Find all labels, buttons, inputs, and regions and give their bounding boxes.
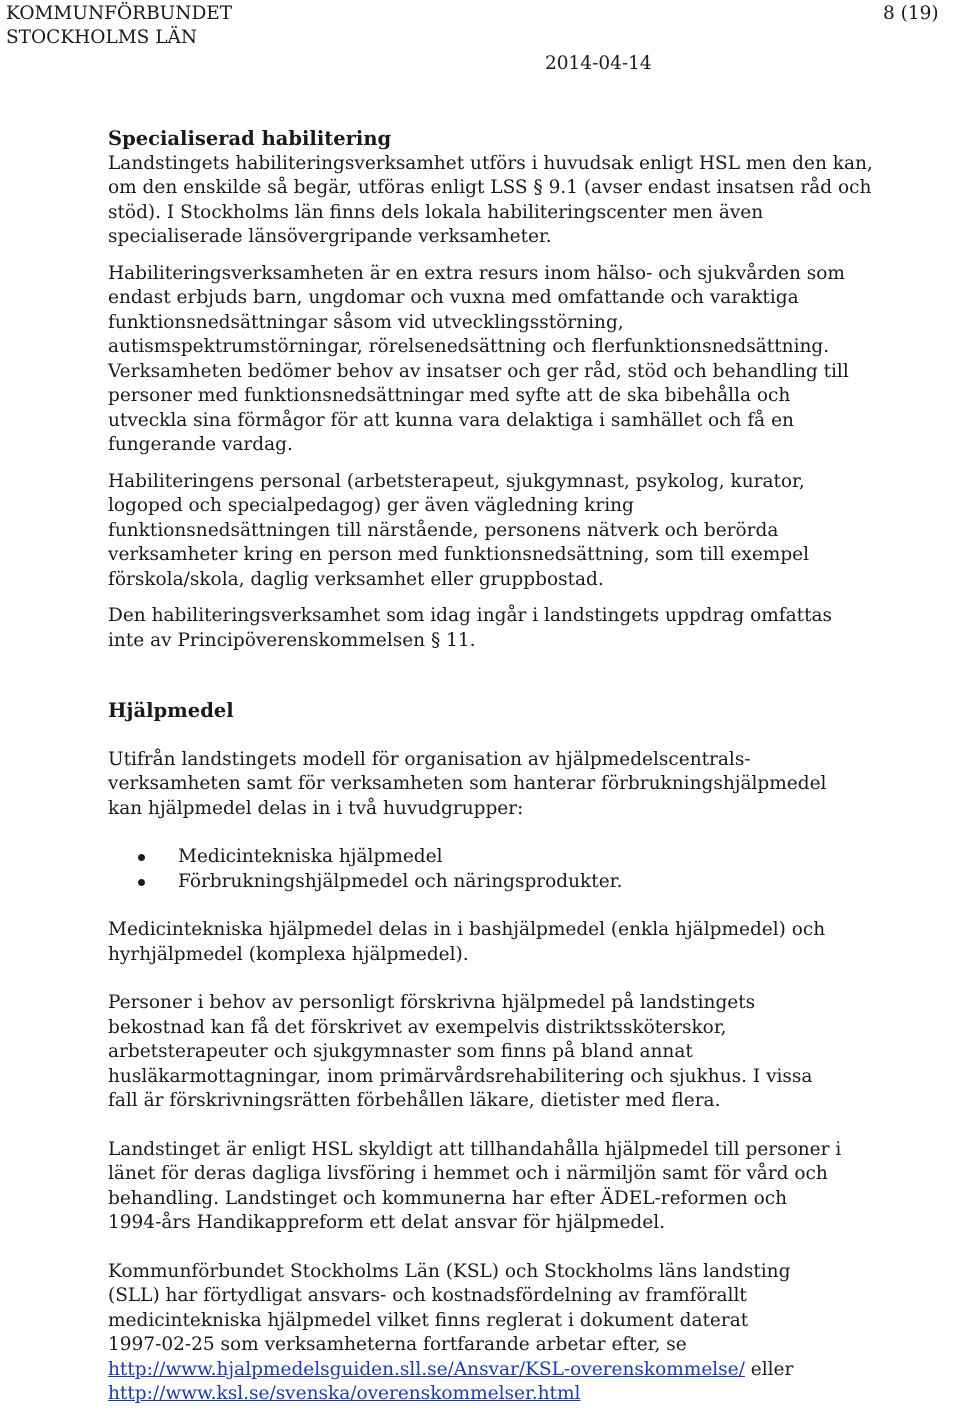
text-line: autismspektrumstörningar, rörelsenedsättning och flerfunktionsnedsättning.: [108, 336, 830, 357]
text-line: funktionsnedsättningen till närstående, personens nätverk och berörda: [108, 519, 779, 541]
text-line: husläkarmottagningar, inom primärvårdsrehabilitering och sjukhus. I vissa: [108, 1065, 813, 1087]
text-line: medicintekniska hjälpmedel vilket finns reglerat i dokument daterat: [108, 1309, 749, 1331]
paragraph-hjalpmedel-hsl: [108, 1138, 948, 1236]
text-line: stöd). I Stockholms län finns dels lokala habiliteringscenter men även: [108, 201, 764, 223]
text-line: om den enskilde så begär, utföras enligt LSS § 9.1 (avser endast insatsen råd och: [108, 177, 872, 198]
text-line: bekostnad kan få det förskrivet av exempelvis distriktssköterskor,: [108, 1016, 727, 1038]
text-line-links: [108, 1382, 948, 1407]
text-line: behandling. Landstinget och kommunerna har efter ÄDEL-reformen och: [108, 1187, 788, 1209]
text-line: arbetsterapeuter och sjukgymnaster som finns på bland annat: [108, 1041, 693, 1062]
bullet-list-huvudgrupper: [108, 845, 948, 894]
paragraph-habilitering-intro: [108, 152, 948, 250]
text-line: specialiserade länsövergripande verksamheter.: [108, 226, 552, 247]
paragraph-habilitering-uppdrag: [108, 604, 948, 653]
text-line: verksamheten samt för verksamheten som hanterar förbrukningshjälpmedel: [108, 773, 827, 794]
text-line: funktionsnedsättningar såsom vid utvecklingsstörning,: [108, 311, 624, 333]
bullet-icon: [138, 879, 145, 886]
link-ksl-overenskommelser[interactable]: http://www.ksl.se/svenska/overenskommelser.html: [108, 1383, 581, 1404]
text-line: 1997-02-25 som verksamheterna fortfarande arbetar efter, se: [108, 1334, 687, 1355]
text-line: Habiliteringsverksamheten är en extra resurs inom hälso- och sjukvården som: [108, 262, 845, 284]
text-line: endast erbjuds barn, ungdomar och vuxna med omfattande och varaktiga: [108, 287, 799, 308]
text-line: logoped och specialpedagog) ger även vägledning kring: [108, 495, 634, 516]
text-line: kan hjälpmedel delas in i två huvudgrupper:: [108, 797, 524, 819]
text-line: personer med funktionsnedsättningar med syfte att de ska bibehålla och: [108, 385, 791, 406]
document-body: [108, 127, 948, 1407]
heading-hjalpmedel: Hjälpmedel: [108, 699, 234, 722]
header-organization: [6, 2, 232, 50]
text-line: Den habiliteringsverksamhet som idag ingår i landstingets uppdrag omfattas: [108, 605, 833, 626]
header-org-line1: KOMMUNFÖRBUNDET: [6, 3, 233, 24]
paragraph-habilitering-resurs: [108, 262, 948, 458]
text-line: fungerande vardag.: [108, 434, 293, 455]
text-line: Medicintekniska hjälpmedel delas in i bashjälpmedel (enkla hjälpmedel) och: [108, 919, 826, 940]
text-line: hyrhjälpmedel (komplexa hjälpmedel).: [108, 943, 469, 965]
text-line: fall är förskrivningsrätten förbehållen läkare, dietister med flera.: [108, 1090, 721, 1111]
text-line: verksamheter kring en person med funktionsnedsättning, som till exempel: [108, 544, 810, 565]
text-line: Habiliteringens personal (arbetsterapeut, sjukgymnast, psykolog, kurator,: [108, 470, 805, 492]
text-line: Landstinget är enligt HSL skyldigt att tillhandahålla hjälpmedel till personer i: [108, 1138, 842, 1160]
heading-specialiserad-habilitering: Specialiserad habilitering: [108, 127, 392, 150]
text-line: förskola/skola, daglig verksamhet eller gruppbostad.: [108, 568, 604, 590]
list-item: [108, 870, 948, 895]
list-item-text: Medicintekniska hjälpmedel: [178, 846, 443, 867]
page-number: 8 (19): [883, 3, 939, 24]
list-item: [108, 845, 948, 870]
paragraph-hjalpmedel-indelning: [108, 918, 948, 967]
document-date: 2014-04-14: [545, 53, 652, 74]
paragraph-hjalpmedel-intro: [108, 748, 948, 822]
list-item-text: Förbrukningshjälpmedel och näringsprodukter.: [178, 870, 623, 892]
text-line: Utifrån landstingets modell för organisation av hjälpmedelscentrals-: [108, 748, 751, 770]
link-separator: eller: [744, 1358, 794, 1380]
text-line: Kommunförbundet Stockholms Län (KSL) och Stockholms läns landsting: [108, 1260, 791, 1282]
paragraph-habilitering-personal: [108, 470, 948, 593]
paragraph-hjalpmedel-forskrivning: [108, 991, 948, 1114]
text-line: 1994-års Handikappreform ett delat ansvar för hjälpmedel.: [108, 1212, 666, 1233]
text-line: inte av Principöverenskommelsen § 11.: [108, 629, 476, 651]
text-line-links: [108, 1358, 948, 1383]
text-line: länet för deras dagliga livsföring i hemmet och i närmiljön samt för vård och: [108, 1163, 828, 1184]
header-org-line2: STOCKHOLMS LÄN: [6, 27, 198, 48]
text-line: (SLL) har förtydligat ansvars- och kostnadsfördelning av framförallt: [108, 1285, 747, 1306]
paragraph-hjalpmedel-ksl-sll: [108, 1260, 948, 1407]
text-line: Verksamheten bedömer behov av insatser och ger råd, stöd och behandling till: [108, 360, 849, 382]
bullet-icon: [138, 854, 145, 861]
link-hjalpmedelsguiden[interactable]: http://www.hjalpmedelsguiden.sll.se/Ansvar/KSL-overenskommelse/: [108, 1358, 745, 1380]
text-line: utveckla sina förmågor för att kunna vara delaktiga i samhället och få en: [108, 409, 794, 431]
text-line: Personer i behov av personligt förskrivna hjälpmedel på landstingets: [108, 992, 756, 1013]
text-line: Landstingets habiliteringsverksamhet utförs i huvudsak enligt HSL men den kan,: [108, 152, 873, 174]
